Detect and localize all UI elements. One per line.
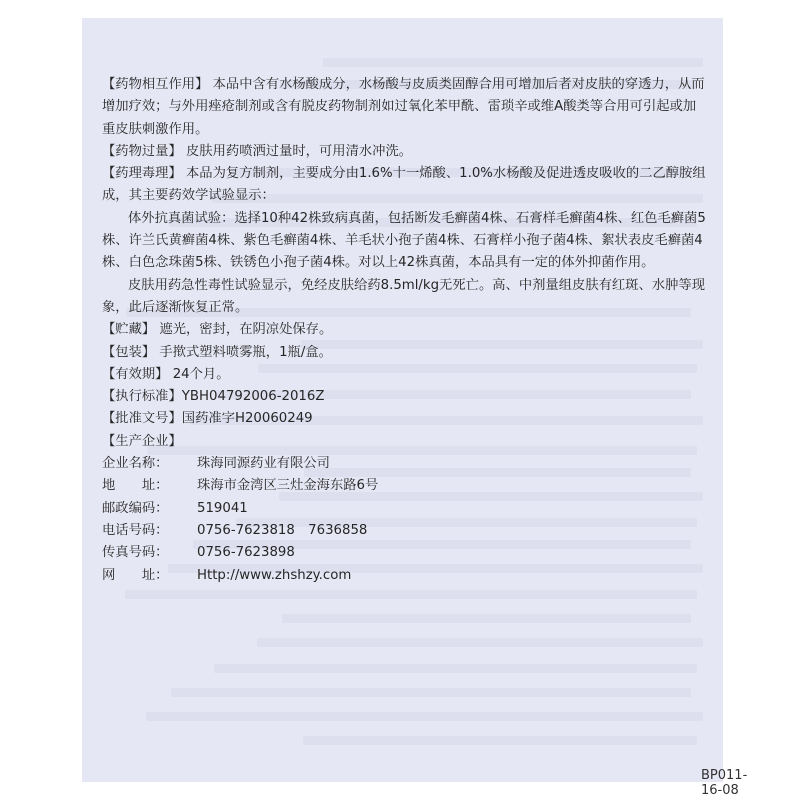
section-label: 【生产企业】 <box>102 433 182 449</box>
section-label: 【药物相互作用】 <box>102 77 209 92</box>
section-label: 【执行标准】 <box>102 389 182 405</box>
ghost-line <box>146 712 703 721</box>
field-key: 传真号码： <box>102 545 169 561</box>
field-key: 网 址： <box>102 567 169 583</box>
paragraph-package <box>102 342 707 364</box>
section-label: 【药物过量】 <box>102 143 182 159</box>
ghost-line <box>257 638 703 647</box>
section-text: 皮肤用药急性毒性试验显示，免经皮肤给药8.5ml/kg无死亡。高、中剂量组皮肤有红斑、水肿等现象，此后逐渐恢复正常。 <box>102 277 705 315</box>
section-text: 国药准字H20060249 <box>181 411 313 427</box>
field-key: 企业名称： <box>102 456 169 472</box>
field-key: 邮政编码： <box>102 500 169 516</box>
print-code: BP011-16-08 <box>701 768 748 798</box>
ghost-line <box>171 688 691 697</box>
section-label: 【有效期】 <box>102 366 169 382</box>
company-address-row <box>102 475 707 497</box>
section-text: 体外抗真菌试验：选择10种42株致病真菌，包括断发毛癣菌4株、石膏样毛癣菌4株、红色毛癣菌5株、许兰氏黄癣菌4株、紫色毛癣菌4株、羊毛状小孢子菌4株、石膏样小孢子菌4株、絮状表皮毛癣菌4株、白色念珠菌5株、铁锈色小孢子菌4株。对以上42株真菌，本品具有一定的体外抑菌作用。 <box>102 210 706 271</box>
paragraph-antifungal-test <box>102 208 707 275</box>
leaflet-sheet <box>82 18 748 798</box>
section-label: 【贮藏】 <box>102 322 156 338</box>
section-text: 遮光，密封，在阴凉处保存。 <box>159 322 333 338</box>
section-label: 【药理毒理】 <box>102 166 182 182</box>
company-website-row <box>102 565 707 587</box>
paragraph-approval <box>102 408 707 430</box>
ghost-line <box>282 614 691 623</box>
field-value: 珠海同源药业有限公司 <box>197 456 330 472</box>
ghost-line <box>303 736 697 745</box>
section-label: 【包装】 <box>102 344 156 360</box>
section-text: 24个月。 <box>172 366 230 382</box>
paragraph-validity <box>102 364 707 386</box>
field-value: 0756-7623898 <box>197 545 295 561</box>
section-text: 手揿式塑料喷雾瓶，1瓶/盒。 <box>159 344 332 360</box>
field-value: Http://www.zhshzy.com <box>197 567 352 583</box>
ghost-line <box>125 590 697 599</box>
section-text: 本品为复方制剂，主要成分由1.6%十一烯酸、1.0%水杨酸及促进透皮吸收的二乙醇胺组成，其主要药效学试验显示： <box>102 166 706 204</box>
company-postcode-row <box>102 498 707 520</box>
section-text: YBH04792006-2016Z <box>181 389 325 405</box>
field-value: 0756-7623818 7636858 <box>197 522 368 538</box>
paragraph-manufacturer <box>102 431 707 453</box>
paragraph-overdose <box>102 141 707 163</box>
field-value: 519041 <box>197 500 248 516</box>
company-phone-row <box>102 520 707 542</box>
paragraph-interactions <box>102 74 707 141</box>
field-key: 地 址： <box>102 478 169 494</box>
company-fax-row <box>102 542 707 564</box>
leaflet-content <box>102 74 707 587</box>
section-text: 本品中含有水杨酸成分，水杨酸与皮质类固醇合用可增加后者对皮肤的穿透力，从而增加疗效；与外用痤疮制剂或含有脱皮药物制剂如过氧化苯甲酰、雷琐辛或维A酸类等合用可引起或加重皮肤刺激作用。 <box>102 77 705 137</box>
ghost-line <box>323 58 703 67</box>
section-text: 皮肤用药喷洒过量时，可用清水冲洗。 <box>186 143 413 159</box>
paragraph-standard <box>102 386 707 408</box>
paragraph-pharmacology <box>102 163 707 208</box>
paragraph-storage <box>102 319 707 341</box>
ghost-line <box>214 664 697 673</box>
section-label: 【批准文号】 <box>102 411 182 427</box>
field-key: 电话号码： <box>102 522 169 538</box>
paragraph-toxicity-test <box>102 275 707 320</box>
company-name-row <box>102 453 707 475</box>
field-value: 珠海市金湾区三灶金海东路6号 <box>197 478 379 494</box>
